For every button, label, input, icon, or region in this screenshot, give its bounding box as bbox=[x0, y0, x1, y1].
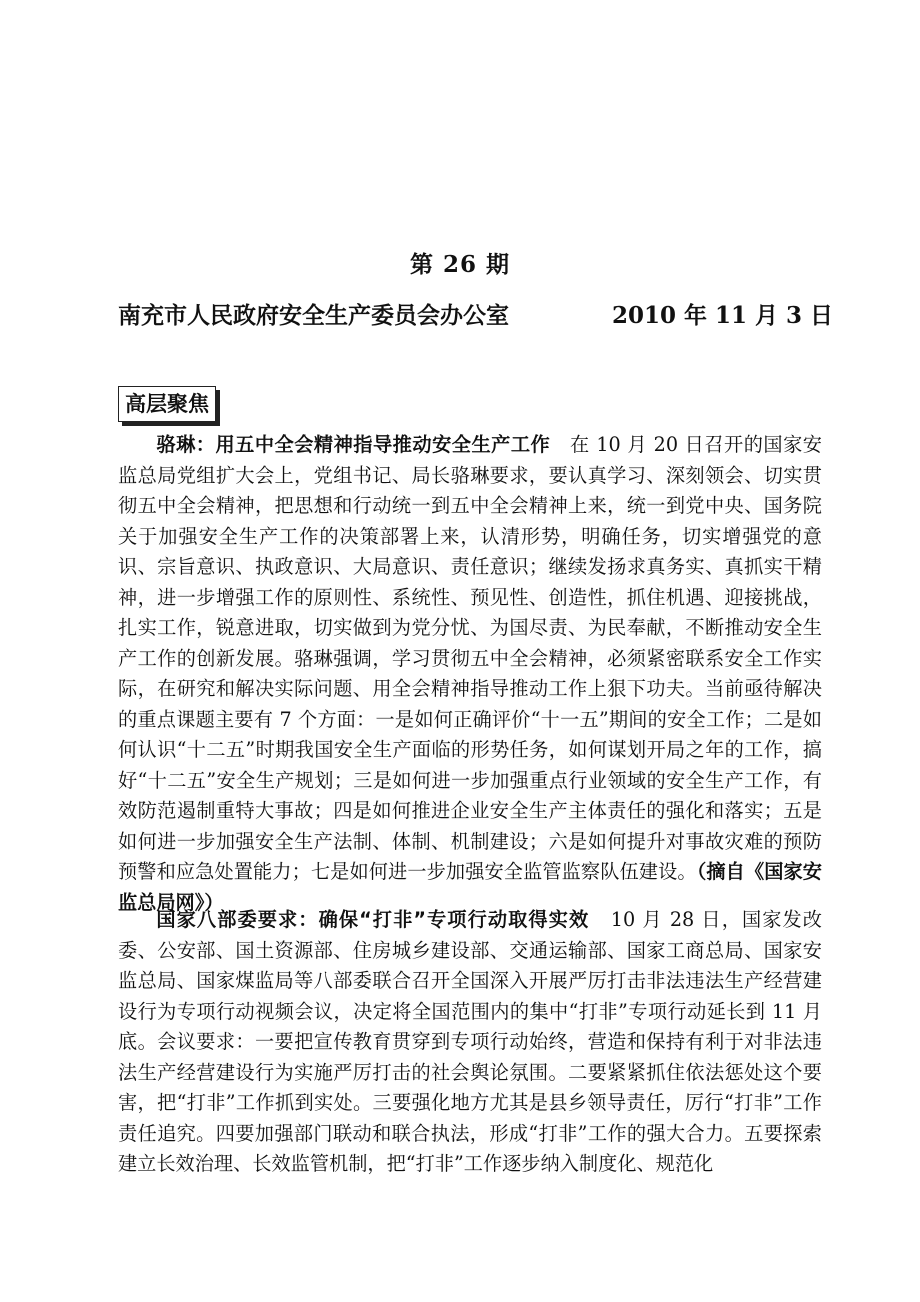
article-body: 在 10 月 20 日召开的国家安监总局党组扩大会上，党组书记、局长骆琳要求，要认真学习、深刻领会、切实贯彻五中全会精神，把思想和行动统一到五中全会精神上来，统一到党中央、国务院关于加强安全生产工作的决策部署上来，认清形势，明确任务，切实增强党的意识、宗旨意识、执政意识、大局意识、责任意识；继续发扬求真务实、真抓实干精神，进一步增强工作的原则性、系统性、预见性、创造性，抓住机遇、迎接挑战，扎实工作，锐意进取，切实做到为党分忧、为国尽责、为民奉献，不断推动安全生产工作的创新发展。骆琳强调，学习贯彻五中全会精神，必须紧密联系安全工作实际，在研究和解决实际问题、用全会精神指导推动工作上狠下功夫。当前亟待解决的重点课题主要有 7 个方面：一是如何正确评价“十一五”期间的安全工作；二是如何认识“十二五”时期我国安全生产面临的形势任务，如何谋划开局之年的工作，搞好“十二五”安全生产规划；三是如何进一步加强重点行业领域的安全生产工作，有效防范遏制重特大事故；四是如何推进企业安全生产主体责任的强化和落实；五是如何进一步加强安全生产法制、体制、机制建设；六是如何提升对事故灾难的预防预警和应急处置能力；七是如何进一步加强安全监管监察队伍建设。 bbox=[118, 433, 822, 883]
article-luolin bbox=[118, 430, 822, 918]
issue-number: 第 26 期 bbox=[409, 251, 511, 278]
issue-date: 2010 年 11 月 3 日 bbox=[612, 302, 834, 329]
article-headline: 国家八部委要求：确保“打非”专项行动取得实效 bbox=[156, 908, 590, 931]
article-headline: 骆琳：用五中全会精神指导推动安全生产工作 bbox=[156, 433, 551, 456]
section-title: 高层聚焦 bbox=[118, 386, 216, 422]
article-body: 10 月 28 日，国家发改委、公安部、国土资源部、住房城乡建设部、交通运输部、国家工商总局、国家安监总局、国家煤监局等八部委联合召开全国深入开展严厉打击非法违法生产经营建设行为专项行动视频会议，决定将全国范围内的集中“打非”专项行动延长到 11 月底。会议要求：一要把宣传教育贯穿到专项行动始终，营造和保持有利于对非法违法生产经营建设行为实施严厉打击的社会舆论氛围。二要紧紧抓住依法惩处这个要害，把“打非”工作抓到实处。三要强化地方尤其是县乡领导责任，厉行“打非”工作责任追究。四要加强部门联动和联合执法，形成“打非”工作的强大合力。五要探索建立长效治理、长效监管机制，把“打非”工作逐步纳入制度化、规范化 bbox=[118, 908, 822, 1175]
article-eight-ministries bbox=[118, 905, 822, 1180]
publication-header bbox=[118, 297, 834, 330]
issuing-office: 南充市人民政府安全生产委员会办公室 bbox=[118, 302, 509, 329]
article-source: （摘自《国家安监总局网》） bbox=[118, 860, 822, 914]
